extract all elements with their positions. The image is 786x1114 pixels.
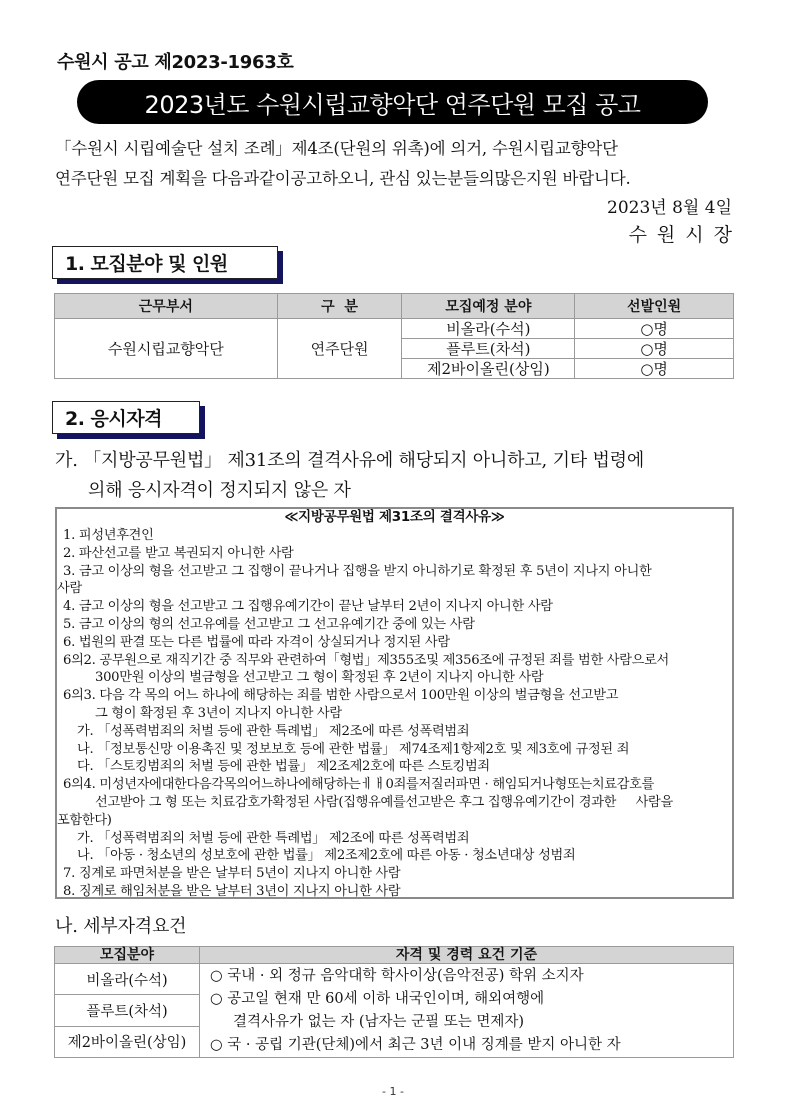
requirement-line: ○ 국 · 공립 기관(단체)에서 최근 3년 이내 징계를 받지 아니한 자 [210, 1037, 621, 1053]
header-field: 모집예정 분야 [402, 294, 575, 319]
document-title-bar [77, 80, 708, 124]
dq-line: 6의3. 다음 각 목의 어느 하나에 해당하는 죄를 범한 사람으로서 100만원 이상의 벌금형을 선고받고 [63, 688, 619, 704]
dq-line: 포함한다) [57, 812, 112, 828]
dq-line: 나. 「정보통신망 이용촉진 및 정보보호 등에 관한 법률」 제74조제1항제2호 및 제3호에 규정된 죄 [77, 741, 630, 757]
dq-line: 5. 금고 이상의 형의 선고유예를 선고받고 그 선고유예기간 중에 있는 사람 [63, 616, 475, 632]
requirement-line: 결격사유가 없는 자 (남자는 군필 또는 면제자) [233, 1014, 525, 1030]
dq-line: 사람 [57, 581, 82, 597]
dq-line: 4. 금고 이상의 형을 선고받고 그 집행유예기간이 끝난 날부터 2년이 지나지 아니한 사람 [63, 599, 553, 615]
count-cell: ○명 [575, 319, 734, 339]
dq-line: 그 형이 확정된 후 3년이 지나지 아니한 사람 [95, 705, 342, 721]
dq-line: 6의4. 미성년자에대한다음각목의어느하나에해당하는ㅔㅐ0죄를저질러파면 · 해임되거나형또는치료감호를 [63, 777, 655, 793]
field-cell: 플루트(차석) [55, 995, 200, 1026]
header-department: 근무부서 [55, 294, 278, 319]
header-requirements: 자격 및 경력 요건 기준 [200, 947, 734, 964]
section-2-heading [52, 401, 200, 434]
intro-line-1: 「수원시 시립예술단 설치 조례」제4조(단원의 위촉)에 의거, 수원시립교향악단 [55, 139, 618, 158]
detailed-requirements-table [54, 946, 734, 1058]
field-cell: 제2바이올린(상임) [402, 359, 575, 379]
section-1-heading [52, 246, 278, 279]
requirements-cell [200, 964, 734, 1058]
header-category: 구 분 [277, 294, 402, 319]
notice-date: 2023년 8월 4일 [607, 198, 732, 218]
qualification-item-ga [55, 446, 745, 506]
dq-line: 1. 피성년후견인 [63, 528, 154, 543]
dq-line: 선고받아 그 형 또는 치료감호가확정된 사람(집행유예를선고받은 후그 집행유예기간이 경과한 사람을 [95, 794, 673, 810]
header-count: 선발인원 [575, 294, 734, 319]
issuer: 수원시장 [628, 224, 742, 246]
recruitment-table-header [55, 294, 734, 319]
dq-line: 7. 징계로 파면처분을 받은 날부터 5년이 지나지 아니한 사람 [63, 866, 401, 882]
field-cell: 제2바이올린(상임) [55, 1026, 200, 1057]
notice-number: 수원시 공고 제2023-1963호 [57, 52, 294, 73]
category-cell: 연주단원 [277, 319, 402, 379]
item-ga-line-1: 가. 「지방공무원법」 제31조의 결격사유에 해당되지 아니하고, 기타 법령에 [55, 450, 645, 471]
field-cell: 플루트(차석) [402, 339, 575, 359]
dq-line: 300만원 이상의 벌금형을 선고받고 그 형이 확정된 후 2년이 지나지 아니한 사람 [95, 670, 544, 686]
disqualification-title: ≪지방공무원법 제31조의 결격사유≫ [284, 509, 505, 525]
table-row [55, 964, 734, 995]
count-cell: ○명 [575, 339, 734, 359]
count-cell: ○명 [575, 359, 734, 379]
recruitment-table [54, 293, 734, 379]
dq-line: 나. 「아동 · 청소년의 성보호에 관한 법률」 제2조제2호에 따른 아동 · 청소년대상 성범죄 [77, 848, 576, 864]
intro-paragraph [55, 134, 735, 194]
dq-line: 6의2. 공무원으로 재직기간 중 직무와 관련하여「형법」제355조및 제356조에 규정된 죄를 범한 사람으로서 [63, 652, 669, 668]
intro-line-2: 연주단원 모집 계획을 다음과같이공고하오니, 관심 있는분들의많은지원 바랍니다. [55, 169, 631, 188]
dq-line: 다. 「스토킹범죄의 처벌 등에 관한 법률」 제2조제2호에 따른 스토킹범죄 [77, 759, 490, 775]
page-number: - 1 - [382, 1085, 404, 1098]
qualification-item-na-heading: 나. 세부자격요건 [55, 916, 187, 937]
header-recruit-field: 모집분야 [55, 947, 200, 964]
section-1-heading-text: 1. 모집분야 및 인원 [65, 253, 228, 275]
field-cell: 비올라(수석) [402, 319, 575, 339]
requirement-line: ○ 국내 · 외 정규 음악대학 학사이상(음악전공) 학위 소지자 [210, 968, 584, 984]
field-cell: 비올라(수석) [55, 964, 200, 995]
dq-line: 3. 금고 이상의 형을 선고받고 그 집행이 끝나거나 집행을 받지 아니하기로 확정된 후 5년이 지나지 아니한 [63, 563, 652, 579]
item-ga-line-2: 의해 응시자격이 정지되지 않은 자 [88, 480, 351, 501]
department-cell: 수원시립교향악단 [55, 319, 278, 379]
section-2-heading-text: 2. 응시자격 [65, 408, 162, 430]
document-title: 2023년도 수원시립교향악단 연주단원 모집 공고 [144, 90, 641, 119]
requirement-line: ○ 공고일 현재 만 60세 이하 내국인이며, 해외여행에 [210, 991, 545, 1007]
dq-line: 가. 「성폭력범죄의 처벌 등에 관한 특례법」 제2조에 따른 성폭력범죄 [77, 723, 470, 739]
table-row [55, 319, 734, 339]
dq-line: 8. 징계로 해임처분을 받은 날부터 3년이 지나지 아니한 사람 [63, 883, 401, 899]
dq-line: 가. 「성폭력범죄의 처벌 등에 관한 특례법」 제2조에 따른 성폭력범죄 [77, 830, 470, 846]
dq-line: 6. 법원의 판결 또는 다른 법률에 따라 자격이 상실되거나 정지된 사람 [63, 634, 450, 650]
disqualification-box [55, 507, 734, 899]
dq-line: 2. 파산선고를 받고 복권되지 아니한 사람 [63, 545, 294, 561]
requirements-table-header [55, 947, 734, 964]
